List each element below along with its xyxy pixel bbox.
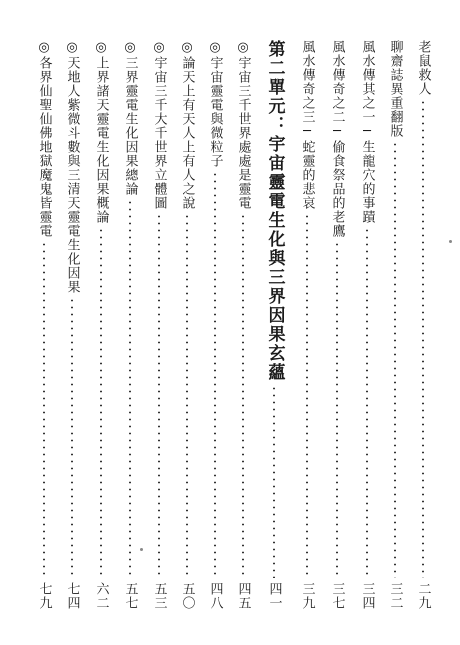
toc-entry-title: 風水傳奇之三─蛇靈的悲哀 (299, 40, 315, 210)
scan-speck (140, 548, 143, 551)
toc-entry-page: 四八 (207, 582, 223, 610)
toc-entry[interactable] (89, 40, 113, 610)
toc-entry[interactable] (411, 40, 435, 610)
dot-leader (100, 227, 102, 578)
toc-entry-page: 三七 (329, 582, 345, 610)
toc-entry-page: 二九 (415, 582, 431, 610)
toc-entry[interactable] (118, 40, 142, 610)
toc-entry-title: ◎天地人紫微斗數與三清天靈電生化因果 (64, 40, 80, 294)
toc-entry[interactable] (32, 40, 56, 610)
dot-leader (43, 241, 45, 578)
toc-entry-page: 三二 (387, 582, 403, 610)
toc-entry[interactable] (203, 40, 227, 610)
dot-leader (306, 213, 308, 578)
toc-entry-page: 七四 (64, 582, 80, 610)
unit-heading-title: 第二單元：宇宙靈電生化與三界因果玄蘊 (264, 40, 285, 382)
dot-leader (158, 213, 160, 578)
toc-entry[interactable] (355, 40, 379, 610)
toc-entry-title: ◎宇宙三千世界處處是靈電 (235, 40, 251, 210)
dot-leader (366, 227, 368, 578)
dot-leader (273, 385, 275, 578)
toc-entry-title: ◎各界仙聖仙佛地獄魔鬼皆靈電 (36, 40, 52, 238)
toc-entry-page: 五七 (122, 582, 138, 610)
toc-entry[interactable] (60, 40, 84, 610)
toc-entry-page: 四五 (235, 582, 251, 610)
dot-leader (394, 141, 396, 578)
toc-entry-title: ◎論天上有天人上有人之說 (179, 40, 195, 210)
toc-entry[interactable] (295, 40, 319, 610)
toc-entry-title: ◎宇宙靈電與微粒子 (207, 40, 223, 168)
toc-entry-title: 聊齋誌異重翻版 (387, 40, 403, 138)
toc-entry-page: 七九 (36, 582, 52, 610)
dot-leader (129, 199, 131, 578)
toc-entry[interactable] (147, 40, 171, 610)
toc-entry[interactable] (231, 40, 255, 610)
toc-entry-page: 五〇 (179, 582, 195, 610)
toc-entry-page: 三四 (359, 582, 375, 610)
toc-entry[interactable] (175, 40, 199, 610)
dot-leader (214, 171, 216, 578)
toc-entry-title: 老鼠救人 (415, 40, 431, 96)
toc-entry-title: 風水傳其之一─生龍穴的事蹟 (359, 40, 375, 224)
scan-speck (449, 240, 452, 243)
toc-entry-page: 四一 (266, 582, 282, 610)
toc-entry-title: 風水傳奇之二─偷食祭品的老鷹 (329, 40, 345, 238)
dot-leader (242, 213, 244, 578)
toc-entry[interactable] (325, 40, 349, 610)
toc-entry[interactable] (383, 40, 407, 610)
dot-leader (186, 213, 188, 578)
dot-leader (422, 99, 424, 578)
dot-leader (71, 297, 73, 578)
toc-entry-title: ◎上界諸天靈電生化因果概論 (93, 40, 109, 224)
toc-entry-title: ◎宇宙三千大千世界立體圖 (151, 40, 167, 210)
toc-entry-title: ◎三界靈電生化因果總論 (122, 40, 138, 196)
toc-entry-page: 五三 (151, 582, 167, 610)
toc-entry-page: 三九 (299, 582, 315, 610)
toc-unit-heading[interactable] (261, 40, 287, 610)
toc-entry-page: 六二 (93, 582, 109, 610)
dot-leader (336, 241, 338, 578)
